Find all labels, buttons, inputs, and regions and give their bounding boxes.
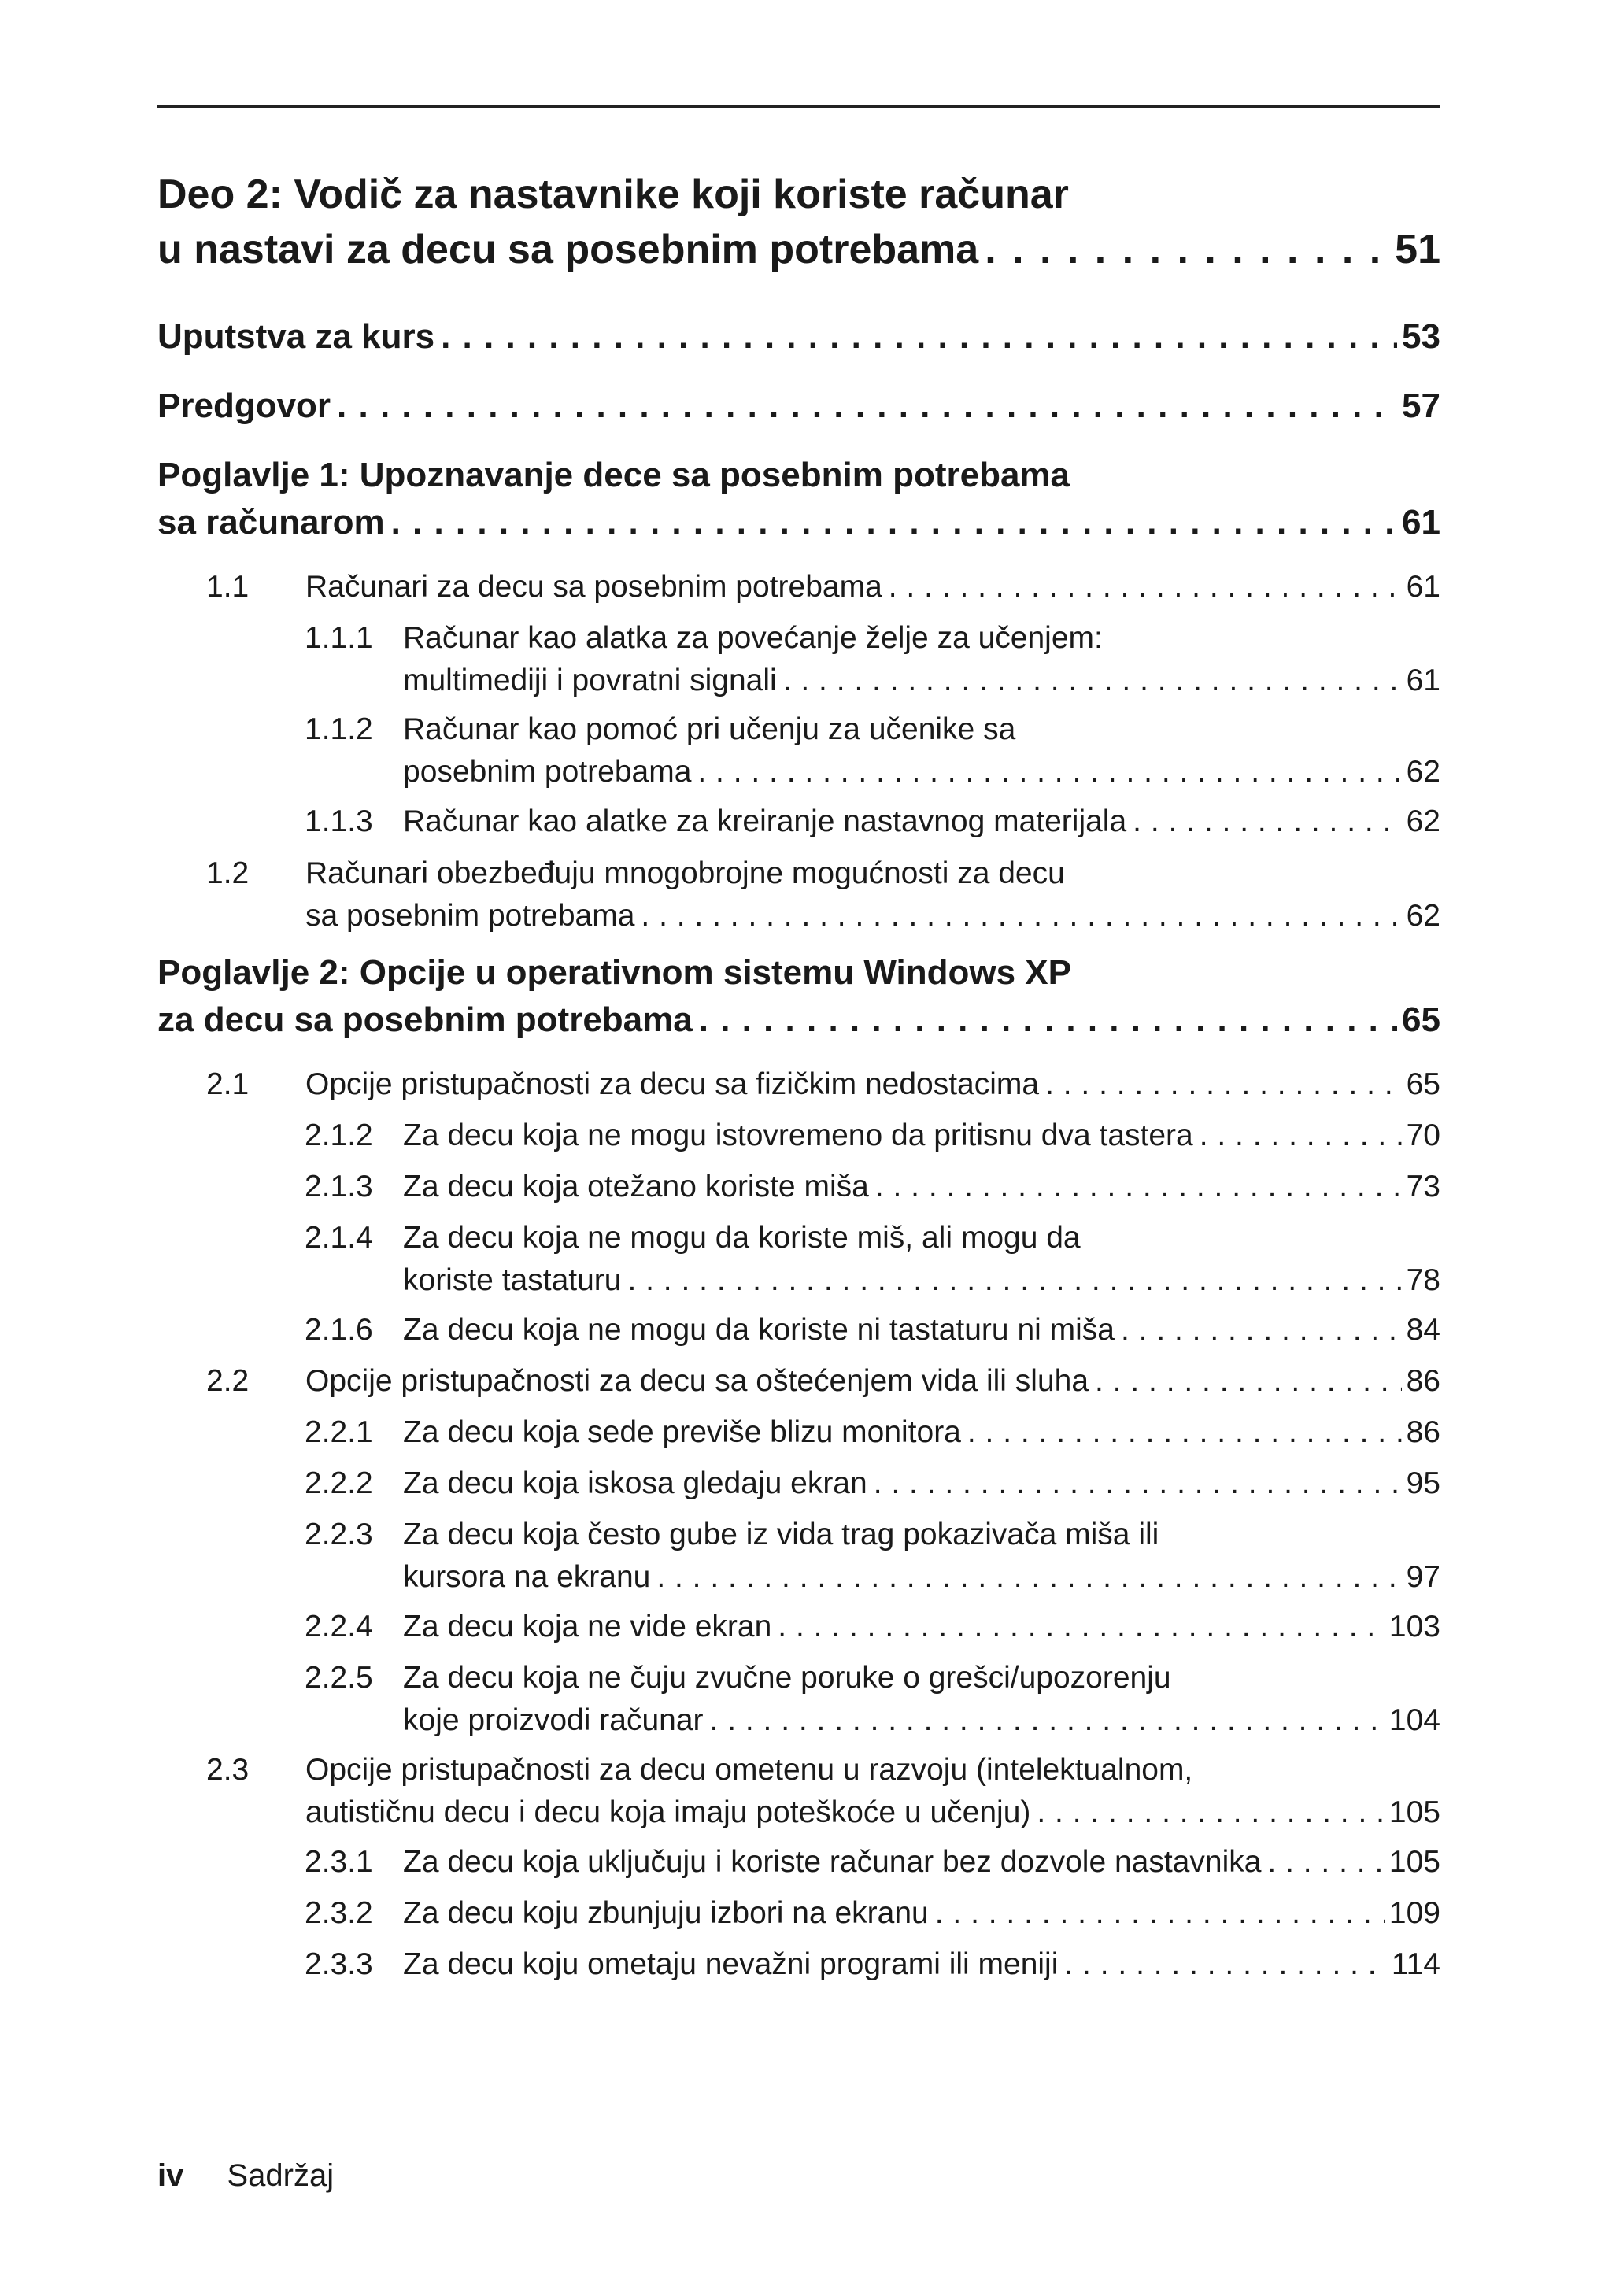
page-number: 53 [1402, 317, 1440, 356]
page-number: 65 [1402, 1000, 1440, 1039]
page-number: 61 [1406, 664, 1440, 697]
toc-section-1-1[interactable] [157, 566, 1440, 608]
dot-leader [967, 1411, 1402, 1454]
dot-leader [641, 895, 1401, 937]
page-number: 62 [1406, 755, 1440, 789]
dot-leader [441, 313, 1397, 360]
toc-section-2-2[interactable] [157, 1360, 1440, 1403]
footer-page-number: iv [157, 2158, 184, 2193]
dot-leader [875, 1166, 1402, 1208]
dot-leader [1037, 1791, 1385, 1834]
section-number: 2.3.3 [305, 1947, 373, 1981]
page-number: 114 [1391, 1947, 1440, 1981]
page-number: 51 [1395, 227, 1440, 272]
dot-leader [985, 222, 1390, 277]
section-title-line1: Računar kao pomoć pri učenju za učenike sa [403, 712, 1016, 746]
page-number: 65 [1406, 1067, 1440, 1101]
section-title: Za decu koja otežano koriste miša [403, 1170, 869, 1203]
dot-leader [1133, 800, 1401, 843]
part-title-line2: u nastavi za decu sa posebnim potrebama [157, 227, 979, 272]
page-number: 61 [1402, 503, 1440, 542]
section-number: 2.1.6 [305, 1313, 373, 1347]
page-number: 95 [1406, 1466, 1440, 1500]
toc-section-2-1-6[interactable] [157, 1309, 1440, 1351]
toc-section-2-3-2[interactable] [157, 1892, 1440, 1935]
toc-section-2-2-1[interactable] [157, 1411, 1440, 1454]
toc-entry-predgovor[interactable] [157, 383, 1440, 430]
chapter-title-line2: za decu sa posebnim potrebama [157, 1000, 693, 1039]
toc-chapter-1[interactable] [157, 452, 1440, 546]
toc-section-2-3-3[interactable] [157, 1943, 1440, 1986]
entry-title: Predgovor [157, 386, 331, 425]
section-number: 1.1 [206, 570, 250, 604]
page-number: 57 [1402, 386, 1440, 425]
dot-leader [935, 1892, 1385, 1935]
dot-leader [710, 1699, 1385, 1742]
section-title: Za decu koja uključuju i koriste računar bez dozvole nastavnika [403, 1845, 1262, 1879]
toc-section-2-3-1[interactable] [157, 1841, 1440, 1884]
section-title: Za decu koja ne mogu da koriste ni tastaturu ni miša [403, 1313, 1115, 1347]
dot-leader [391, 499, 1397, 546]
dot-leader [699, 996, 1397, 1044]
page-number: 61 [1406, 570, 1440, 604]
section-title: Računar kao alatke za kreiranje nastavnog materijala [403, 804, 1127, 838]
section-title: Za decu koja sede previše blizu monitora [403, 1415, 961, 1449]
section-title: Za decu koju ometaju nevažni programi ili meniji [403, 1947, 1059, 1981]
dot-leader [1064, 1943, 1386, 1986]
section-title: Za decu koja iskosa gledaju ekran [403, 1466, 867, 1500]
section-number: 2.3 [206, 1753, 250, 1787]
section-number: 2.1.3 [305, 1170, 373, 1203]
toc-section-2-3[interactable] [157, 1749, 1440, 1834]
toc-entry-uputstva[interactable] [157, 313, 1440, 360]
section-title-line2: kursora na ekranu [403, 1560, 651, 1594]
section-title-line2: multimediji i povratni signali [403, 664, 777, 697]
toc-section-1-1-2[interactable] [157, 708, 1440, 793]
toc-section-2-2-2[interactable] [157, 1462, 1440, 1505]
chapter-title-line2: sa računarom [157, 503, 385, 542]
page-number: 84 [1406, 1313, 1440, 1347]
dot-leader [874, 1462, 1402, 1505]
section-number: 2.2.3 [305, 1518, 373, 1551]
toc-section-1-1-3[interactable] [157, 800, 1440, 843]
section-title: Opcije pristupačnosti za decu sa fizičkim nedostacima [305, 1067, 1040, 1101]
dot-leader [1200, 1115, 1402, 1157]
section-number: 1.1.3 [305, 804, 373, 838]
section-number: 2.2.2 [305, 1466, 373, 1500]
footer-section-name: Sadržaj [227, 2158, 335, 2193]
section-title-line1: Opcije pristupačnosti za decu ometenu u razvoju (intelektualnom, [305, 1753, 1193, 1787]
section-number: 2.2.1 [305, 1415, 373, 1449]
section-title-line1: Za decu koja ne mogu da koriste miš, ali mogu da [403, 1221, 1081, 1255]
section-title: Računari za decu sa posebnim potrebama [305, 570, 882, 604]
page-number: 62 [1406, 804, 1440, 838]
page-number: 73 [1406, 1170, 1440, 1203]
header-rule [157, 105, 1440, 108]
dot-leader [697, 751, 1401, 793]
section-number: 2.1.2 [305, 1118, 373, 1152]
toc-section-1-1-1[interactable] [157, 617, 1440, 702]
page-number: 86 [1406, 1415, 1440, 1449]
toc-chapter-2[interactable] [157, 949, 1440, 1044]
page-number: 78 [1406, 1263, 1440, 1297]
section-number: 2.2.4 [305, 1610, 373, 1643]
section-title: Za decu koju zbunjuju izbori na ekranu [403, 1896, 929, 1930]
section-title-line1: Za decu koja često gube iz vida trag pokazivača miša ili [403, 1518, 1159, 1551]
part-title-line1: Deo 2: Vodič za nastavnike koji koriste računar [157, 172, 1069, 217]
chapter-title-line1: Poglavlje 1: Upoznavanje dece sa posebnim potrebama [157, 456, 1070, 494]
toc-section-2-2-4[interactable] [157, 1606, 1440, 1648]
chapter-title-line1: Poglavlje 2: Opcije u operativnom sistemu Windows XP [157, 953, 1071, 992]
section-number: 2.1 [206, 1067, 250, 1101]
page-footer [157, 2158, 334, 2194]
dot-leader [627, 1259, 1401, 1302]
page-number: 70 [1406, 1118, 1440, 1152]
toc-section-2-1-2[interactable] [157, 1115, 1440, 1157]
section-title-line2: koje proizvodi računar [403, 1703, 704, 1737]
section-number: 1.1.2 [305, 712, 373, 746]
section-title: Za decu koja ne mogu istovremeno da pritisnu dva tastera [403, 1118, 1193, 1152]
dot-leader [1267, 1841, 1385, 1884]
dot-leader [889, 566, 1402, 608]
page-number: 109 [1388, 1896, 1440, 1930]
page-number: 104 [1388, 1703, 1440, 1737]
page-number: 103 [1388, 1610, 1440, 1643]
section-number: 2.2 [206, 1364, 250, 1398]
dot-leader [656, 1556, 1401, 1599]
page-number: 97 [1406, 1560, 1440, 1594]
section-number: 2.3.2 [305, 1896, 373, 1930]
section-number: 2.1.4 [305, 1221, 373, 1255]
page-number: 62 [1406, 899, 1440, 933]
section-number: 1.2 [206, 856, 250, 890]
section-title-line1: Računar kao alatka za povećanje želje za učenjem: [403, 621, 1103, 655]
dot-leader [337, 383, 1397, 430]
section-title-line1: Računari obezbeđuju mnogobrojne mogućnosti za decu [305, 856, 1065, 890]
section-title-line2: posebnim potrebama [403, 755, 692, 789]
page-number: 105 [1388, 1795, 1440, 1829]
section-title-line1: Za decu koja ne čuju zvučne poruke o grešci/upozorenju [403, 1661, 1171, 1695]
section-number: 2.2.5 [305, 1661, 373, 1695]
section-title-line2: sa posebnim potrebama [305, 899, 635, 933]
page-number: 86 [1406, 1364, 1440, 1398]
dot-leader [778, 1606, 1385, 1648]
toc-section-2-1[interactable] [157, 1063, 1440, 1106]
toc-section-2-1-4[interactable] [157, 1217, 1440, 1302]
page-number: 105 [1388, 1845, 1440, 1879]
dot-leader [783, 660, 1402, 702]
dot-leader [1121, 1309, 1402, 1351]
section-title-line2: koriste tastaturu [403, 1263, 622, 1297]
toc-section-2-2-3[interactable] [157, 1514, 1440, 1599]
dot-leader [1045, 1063, 1402, 1106]
section-number: 1.1.1 [305, 621, 373, 655]
entry-title: Uputstva za kurs [157, 317, 435, 356]
section-title: Opcije pristupačnosti za decu sa oštećenjem vida ili sluha [305, 1364, 1089, 1398]
section-number: 2.3.1 [305, 1845, 373, 1879]
section-title-line2: autističnu decu i decu koja imaju poteškoće u učenju) [305, 1795, 1031, 1829]
toc-section-1-2[interactable] [157, 852, 1440, 937]
dot-leader [1095, 1360, 1402, 1403]
toc-section-2-2-5[interactable] [157, 1657, 1440, 1742]
toc-section-2-1-3[interactable] [157, 1166, 1440, 1208]
section-title: Za decu koja ne vide ekran [403, 1610, 772, 1643]
toc-part-2[interactable] [157, 167, 1440, 277]
